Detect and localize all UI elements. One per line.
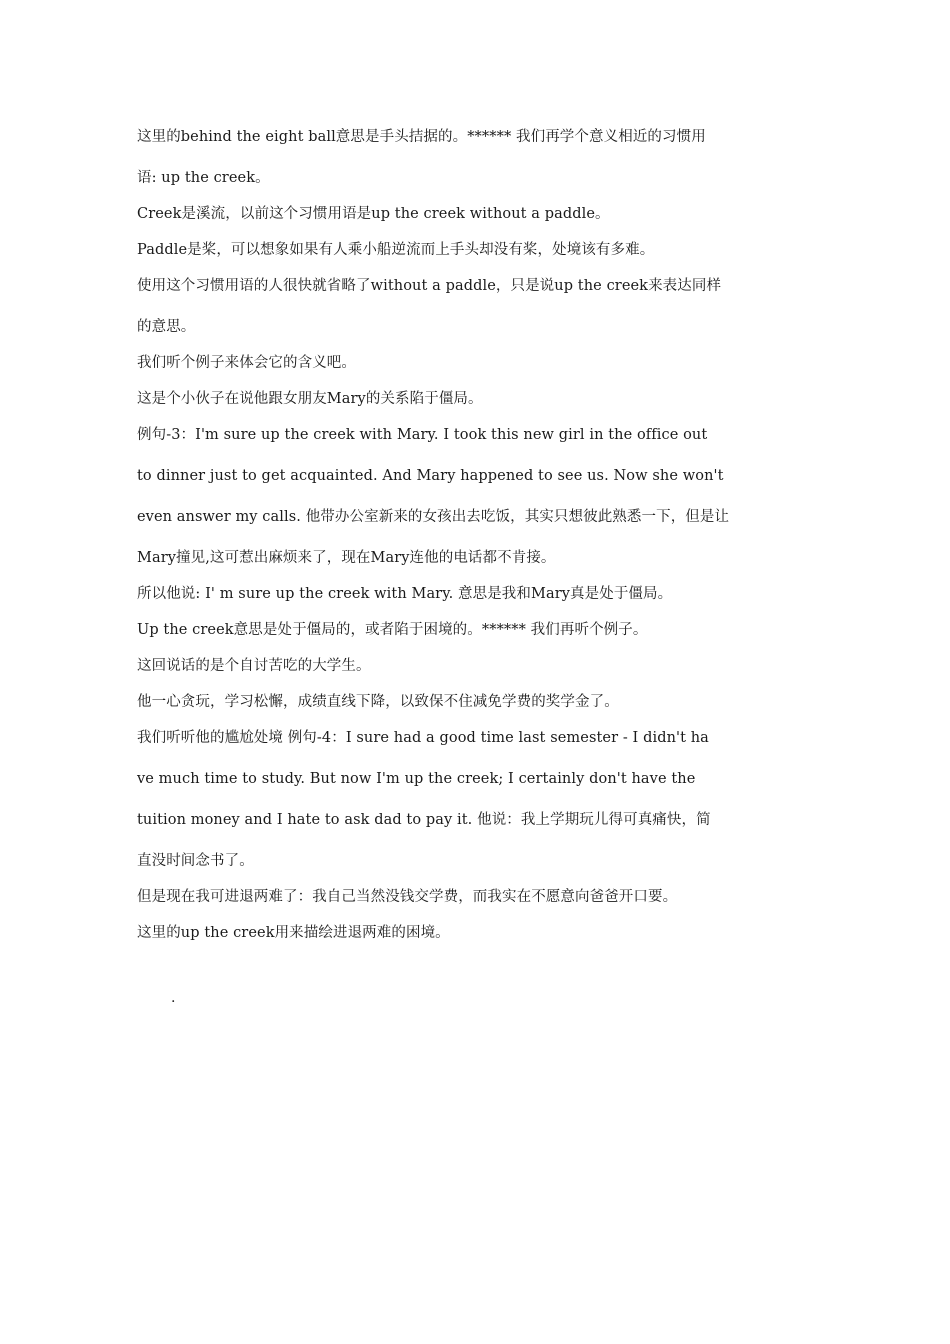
text-line-16: 他一心贪玩，学习松懈，成绩直线下降，以致保不住减免学费的奖学金了。 bbox=[137, 694, 619, 710]
text-line-13: 所以他说: I' m sure up the creek with Mary. 意思是我和Mary真是处于僵局。 bbox=[137, 586, 673, 602]
text-line-14: Up the creek意思是处于僵局的，或者陷于困境的。****** 我们再听个例子。 bbox=[137, 622, 648, 638]
text-line-7: 我们听个例子来体会它的含义吧。 bbox=[137, 355, 356, 371]
text-line-20: 直没时间念书了。 bbox=[137, 853, 254, 869]
text-line-8: 这是个小伙子在说他跟女朋友Mary的关系陷于僵局。 bbox=[137, 391, 483, 407]
text-line-9: 例句-3：I'm sure up the creek with Mary. I took this new girl in the office out bbox=[137, 427, 708, 443]
text-line-12: Mary撞见,这可惹出麻烦来了，现在Mary连他的电话都不肯接。 bbox=[137, 550, 556, 566]
text-line-2: 语: up the creek。 bbox=[137, 170, 270, 186]
trailing-mark: . bbox=[171, 990, 176, 1006]
text-line-19: tuition money and I hate to ask dad to pay it. 他说：我上学期玩儿得可真痛快，简 bbox=[137, 812, 711, 828]
text-line-10: to dinner just to get acquainted. And Mary happened to see us. Now she won't bbox=[137, 468, 724, 484]
text-line-3: Creek是溪流，以前这个习惯用语是up the creek without a paddle。 bbox=[137, 206, 610, 222]
text-line-11: even answer my calls. 他带办公室新来的女孩出去吃饭，其实只想彼此熟悉一下，但是让 bbox=[137, 509, 730, 525]
text-line-21: 但是现在我可进退两难了：我自己当然没钱交学费，而我实在不愿意向爸爸开口要。 bbox=[137, 889, 678, 905]
text-line-6: 的意思。 bbox=[137, 319, 196, 335]
text-line-4: Paddle是桨，可以想象如果有人乘小船逆流而上手头却没有桨，处境该有多难。 bbox=[137, 242, 655, 258]
text-line-15: 这回说话的是个自讨苦吃的大学生。 bbox=[137, 658, 371, 674]
text-line-17: 我们听听他的尴尬处境 例句-4：I sure had a good time last semester - I didn't ha bbox=[137, 730, 709, 746]
text-line-22: 这里的up the creek用来描绘进退两难的困境。 bbox=[137, 925, 450, 941]
text-line-5: 使用这个习惯用语的人很快就省略了without a paddle，只是说up the creek来表达同样 bbox=[137, 278, 722, 294]
text-line-1: 这里的behind the eight ball意思是手头拮据的。****** 我们再学个意义相近的习惯用 bbox=[137, 129, 706, 145]
text-line-18: ve much time to study. But now I'm up the creek; I certainly don't have the bbox=[137, 771, 696, 787]
